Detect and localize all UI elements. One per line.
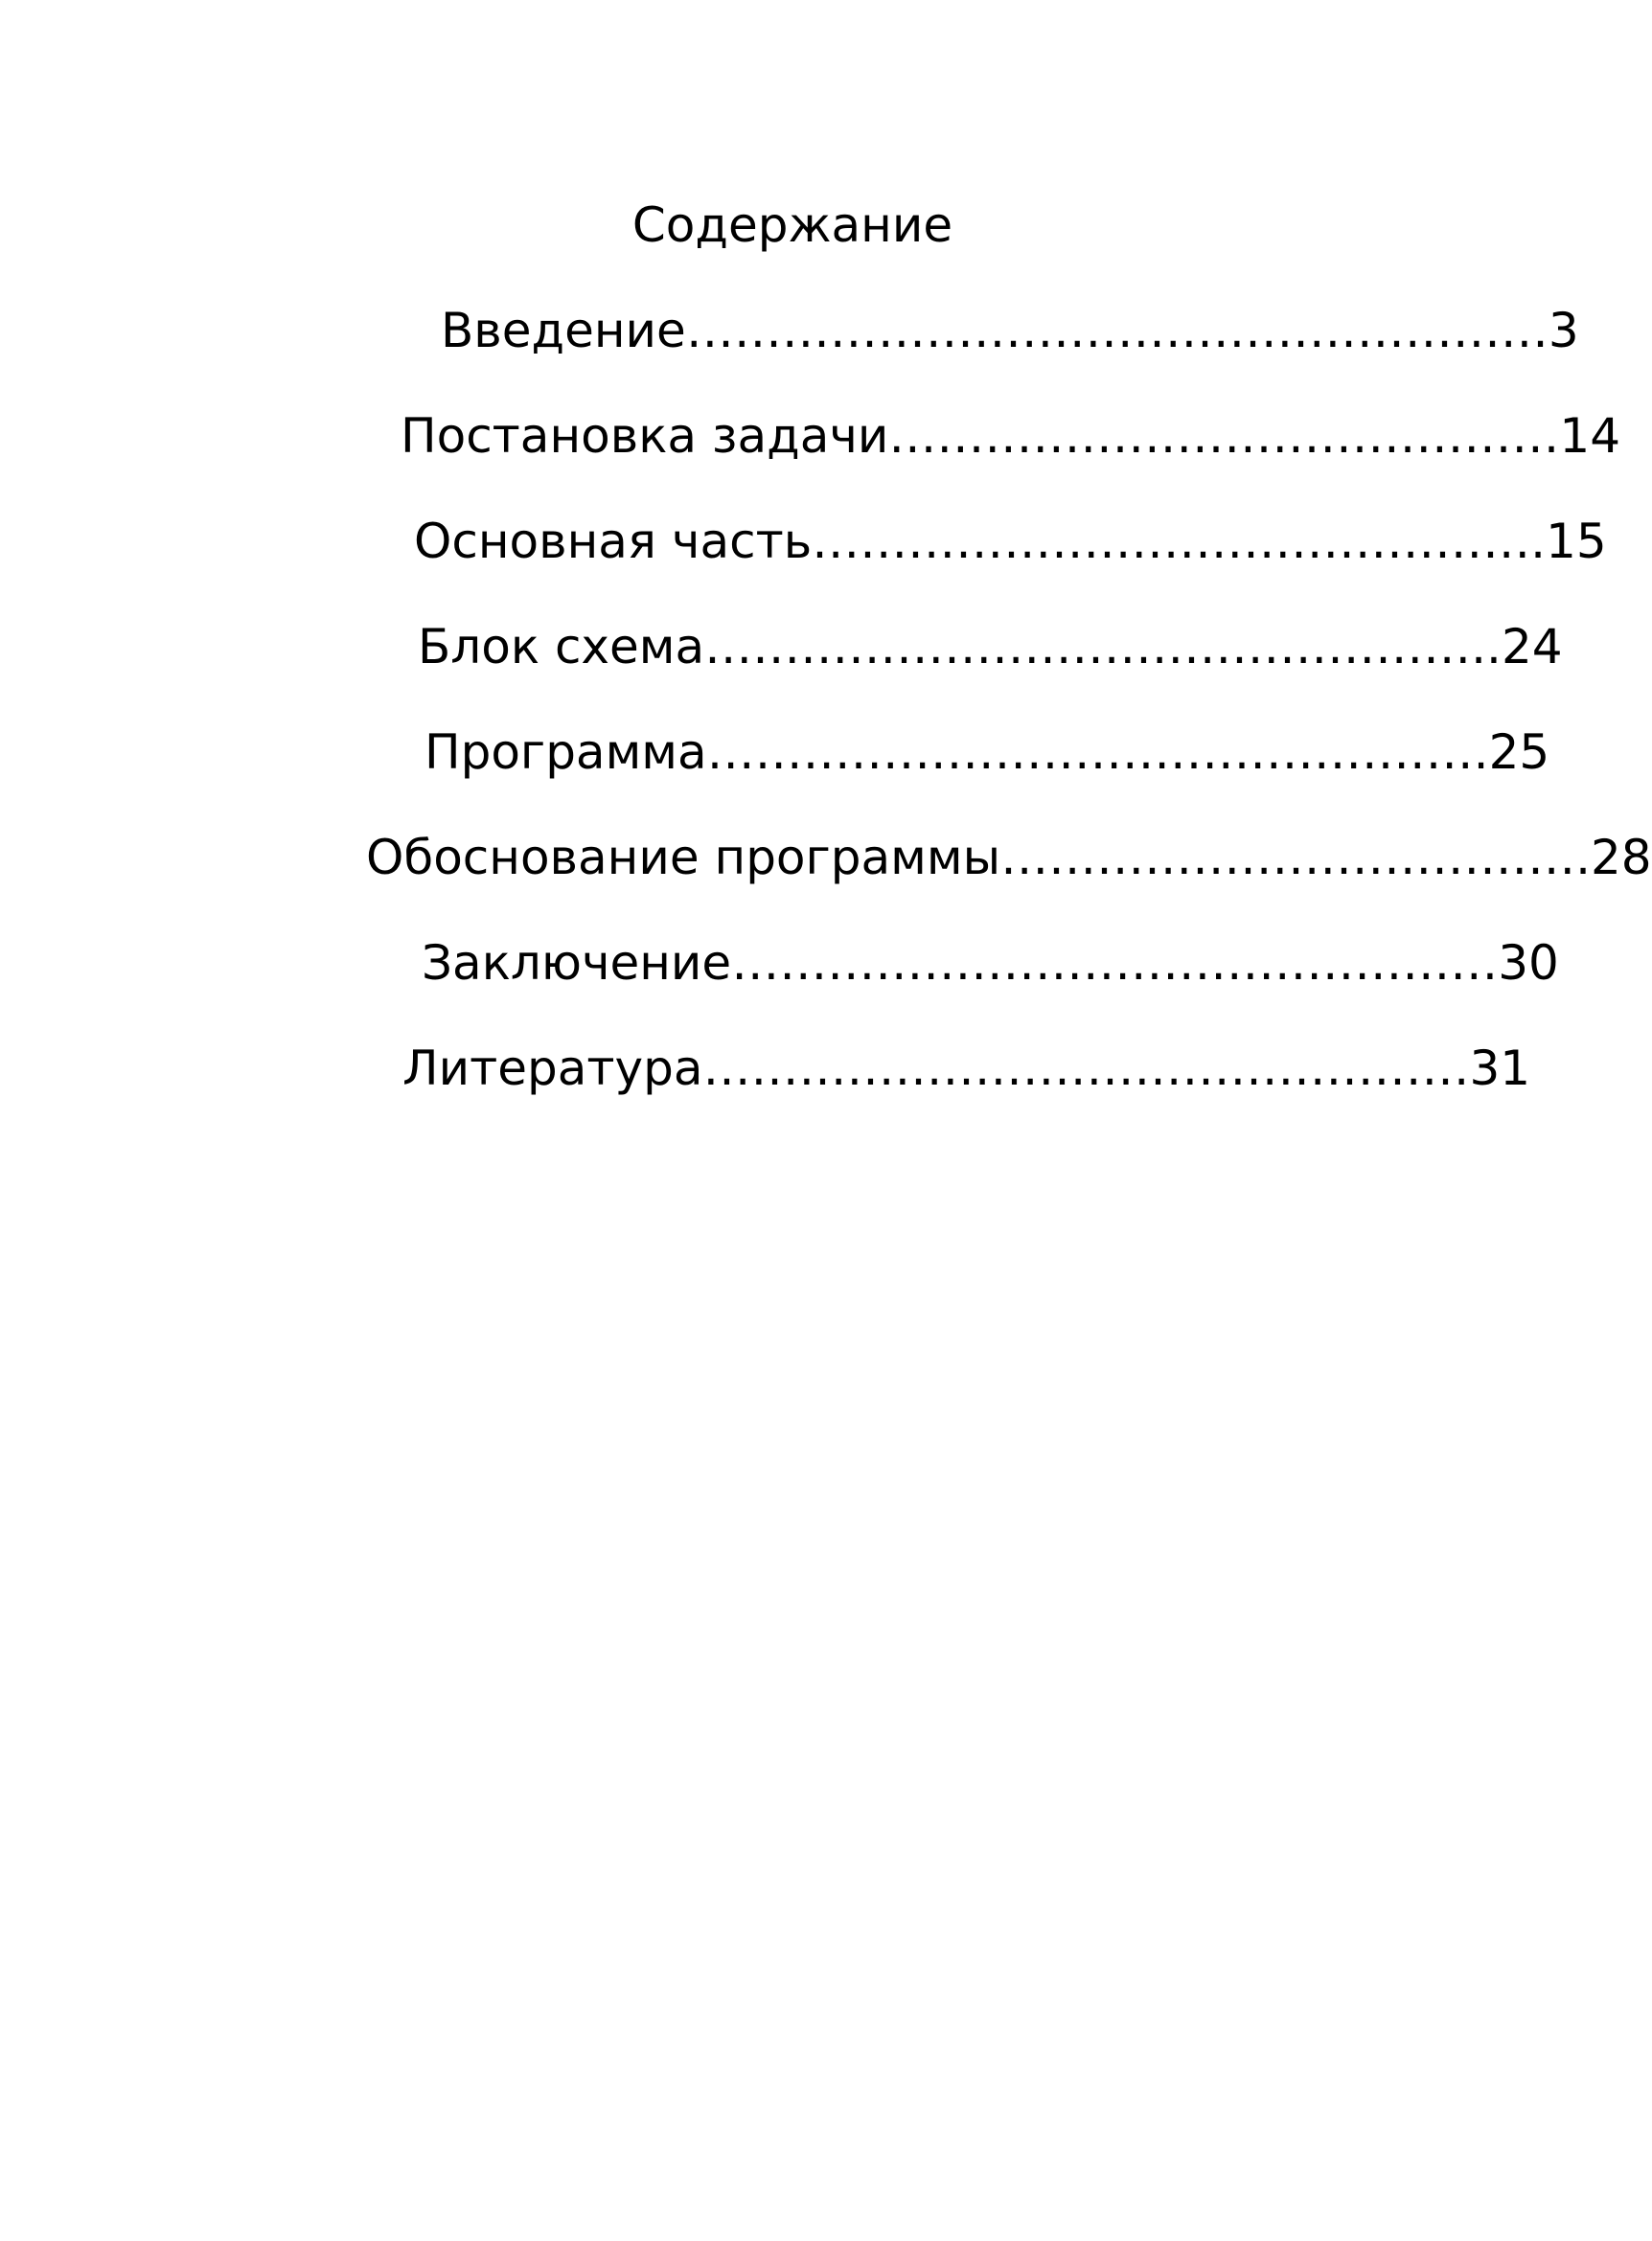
toc-entry-label: Обоснование программы bbox=[366, 830, 1001, 885]
toc-entry-page: 14 bbox=[1559, 408, 1621, 464]
toc-entry-label: Литература bbox=[402, 1040, 703, 1096]
toc-entry-label: Введение bbox=[441, 303, 686, 358]
toc-entry-program bbox=[424, 719, 1549, 786]
toc-entry-conclusion bbox=[422, 929, 1559, 996]
toc-entry-page: 24 bbox=[1501, 619, 1563, 675]
toc-entry-leader: …………………………………… bbox=[888, 408, 1560, 464]
toc-entry-leader: ………………………………………… bbox=[731, 935, 1499, 991]
toc-entry-page: 30 bbox=[1498, 935, 1559, 991]
toc-entry-page: 28 bbox=[1591, 830, 1652, 885]
toc-entry-program-justification bbox=[366, 824, 1652, 891]
toc-entry-page: 3 bbox=[1548, 303, 1579, 358]
toc-entry-label: Постановка задачи bbox=[401, 408, 889, 464]
toc-entry-main-part bbox=[414, 508, 1607, 575]
toc-entry-leader: ………………………………………… bbox=[702, 1040, 1470, 1096]
toc-entry-leader: ………………………………. bbox=[1000, 830, 1591, 885]
toc-entry-leader: ………………………………………….. bbox=[704, 619, 1502, 675]
toc-entry-literature bbox=[402, 1035, 1530, 1102]
toc-entry-introduction bbox=[441, 297, 1579, 364]
toc-entry-label: Программа bbox=[424, 724, 707, 780]
toc-entry-label: Блок схема bbox=[418, 619, 705, 675]
toc-entry-flowchart bbox=[418, 613, 1563, 680]
toc-entry-leader: ……………………………………………… bbox=[685, 303, 1549, 358]
toc-entry-label: Заключение bbox=[422, 935, 732, 991]
toc-entry-problem-statement bbox=[401, 402, 1620, 469]
toc-entry-leader: …………………………………………. bbox=[706, 724, 1489, 780]
toc-entry-label: Основная часть bbox=[414, 514, 813, 569]
toc-entry-page: 31 bbox=[1469, 1040, 1531, 1096]
page-title: Содержание bbox=[631, 197, 953, 253]
toc-entry-page: 15 bbox=[1546, 514, 1607, 569]
toc-entry-leader: ………………………………………. bbox=[812, 514, 1547, 569]
toc-entry-page: 25 bbox=[1488, 724, 1550, 780]
